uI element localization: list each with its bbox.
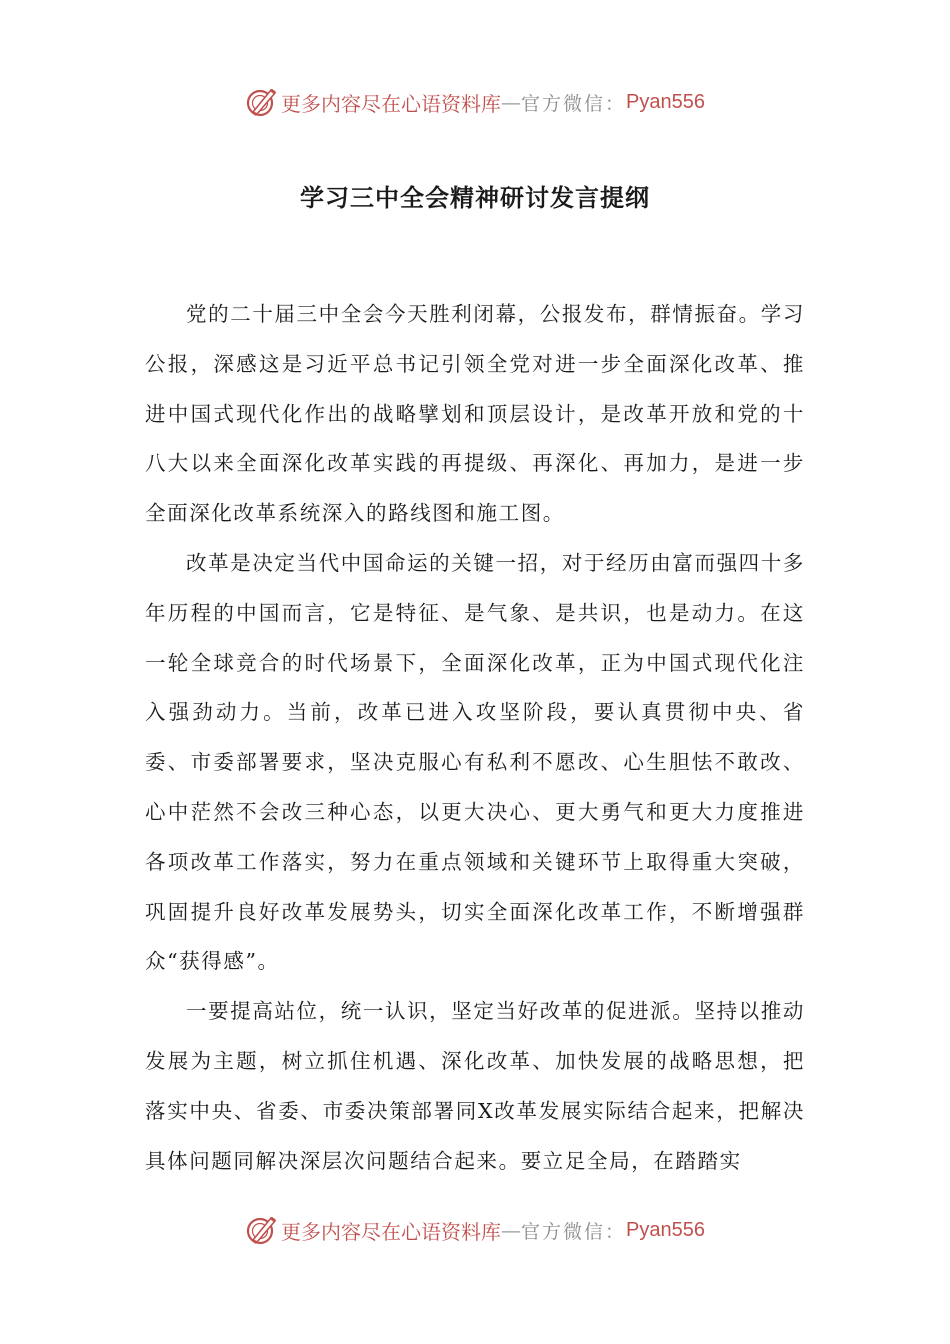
banner-wechat-id: Pyan556	[626, 90, 705, 113]
banner-main-text: 更多内容尽在心语资料库	[281, 91, 501, 116]
banner-dash: —	[501, 1218, 521, 1242]
pen-logo-icon	[245, 85, 279, 119]
paragraph: 党的二十届三中全会今天胜利闭幕，公报发布，群情振奋。学习公报，深感这是习近平总书记引领全党对进一步全面深化改革、推进中国式现代化作出的战略擘划和顶层设计，是改革开放和党的十八大以来全面深化改革实践的再提级、再深化、再加力，是进一步全面深化改革系统深入的路线图和施工图。	[145, 302, 805, 526]
banner-wechat-id: Pyan556	[626, 1218, 705, 1241]
header-banner	[0, 82, 950, 122]
document-title: 学习三中全会精神研讨发言提纲	[300, 184, 650, 212]
paragraph: 改革是决定当代中国命运的关键一招，对于经历由富而强四十多年历程的中国而言，它是特征、是气象、是共识，也是动力。在这一轮全球竞合的时代场景下，全面深化改革，正为中国式现代化注入强劲动力。当前，改革已进入攻坚阶段，要认真贯彻中央、省委、市委部署要求，坚决克服心有私利不愿改、心生胆怯不敢改、心中茫然不会改三种心态，以更大决心、更大勇气和更大力度推进各项改革工作落实，努力在重点领域和关键环节上取得重大突破，巩固提升良好改革发展势头，切实全面深化改革工作，不断增强群众“获得感”。	[145, 550, 805, 974]
banner-wechat-label: 官方微信：	[521, 1220, 627, 1243]
banner-wechat-label: 官方微信：	[521, 92, 627, 115]
document-body	[145, 290, 805, 1186]
banner-main-text: 更多内容尽在心语资料库	[281, 1219, 501, 1244]
banner-dash: —	[501, 90, 521, 114]
paragraph: 一要提高站位，统一认识，坚定当好改革的促进派。坚持以推动发展为主题，树立抓住机遇、深化改革、加快发展的战略思想，把落实中央、省委、市委决策部署同X改革发展实际结合起来，把解决具体问题同解决深层次问题结合起来。要立足全局，在踏踏实	[145, 999, 805, 1173]
pen-logo-icon	[245, 1213, 279, 1247]
footer-banner	[0, 1210, 950, 1250]
